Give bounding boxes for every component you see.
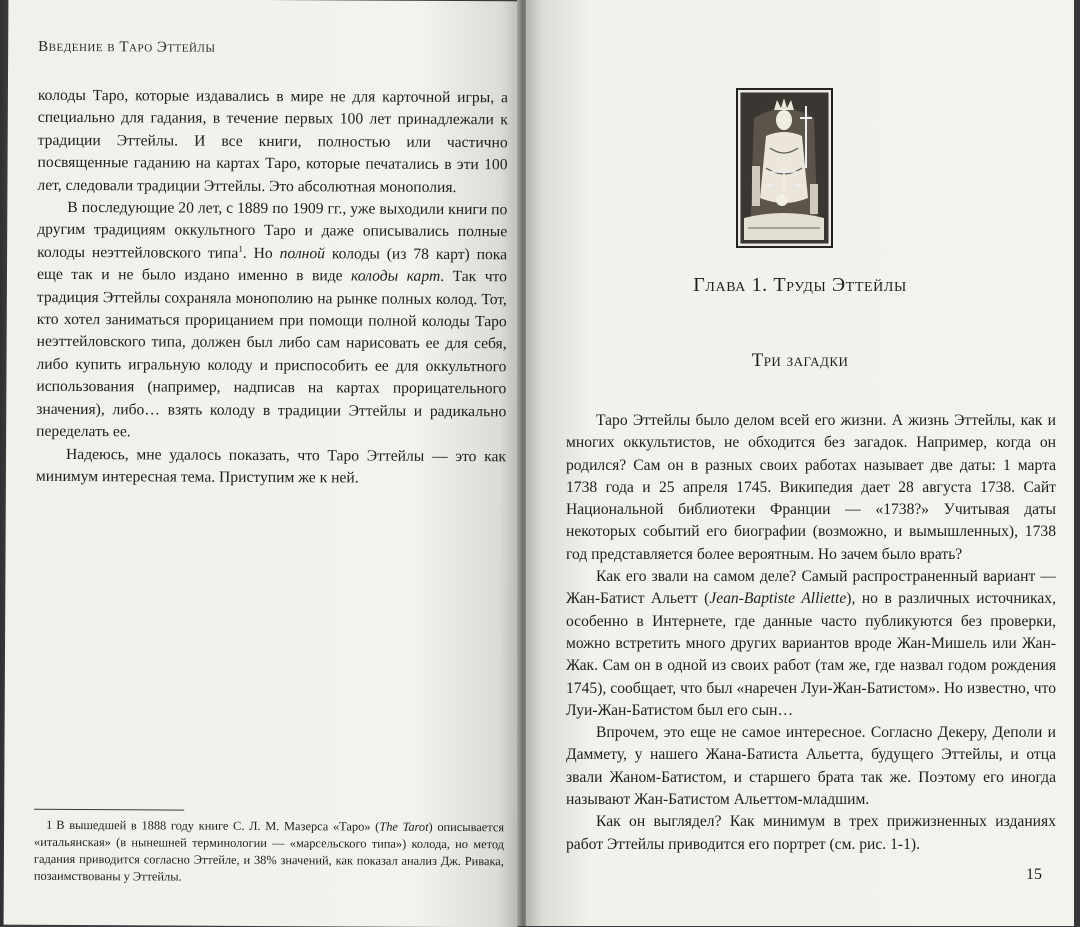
- paragraph: [566, 566, 1056, 722]
- section-title: Три загадки: [751, 350, 849, 371]
- text-run: В последующие 20 лет, с 1889 по 1909 гг., уже выходили книги по другим традициям оккультного Таро и даже описывались полные колоды неэттейловского типа: [37, 199, 508, 262]
- text-run: Как он выглядел? Как минимум в трех прижизненных изданиях работ Эттейлы приводится его портрет (см. рис. 1-1).: [566, 813, 1056, 853]
- running-head: Введение в Таро Эттейлы: [38, 38, 216, 56]
- footnote-marker: 1: [238, 243, 243, 254]
- text-run: колоды (из 78 карт) пока еще так и не было издано именно в виде: [36, 245, 508, 285]
- right-body-text: [566, 410, 1056, 856]
- footnote-rule: [34, 809, 184, 811]
- paragraph: [36, 443, 506, 490]
- footnote-number: 1: [46, 817, 53, 832]
- justice-card-illustration: [736, 88, 833, 248]
- footnote: [34, 817, 504, 887]
- paragraph: [36, 197, 507, 446]
- text-run: Как его звали на самом деле? Самый распространенный вариант — Жан-Батист Альетт (: [566, 568, 1056, 608]
- text-run: ) описывается «итальянская» (в нынешней терминологии — «марсельского типа») колода, но метод гадания приводится согласно Эттейле, и 38% значений, как показал анализ Дж. Ривака, позаимствованы у Эттейлы.: [33, 819, 505, 884]
- text-run: . Так что традиция Эттейлы сохраняла монополию на рынке полных колод. Тот, кто хотел заниматься прорицанием при помощи полной колоды Таро неэттейловского типа, должен был либо сам нарисовать ее для себя, либо купить игральную колоду и приспособить ее для оккультного использования (например, надписав на картах прорицательного значения), либо… взять колоду в традиции Эттейлы и радикально переделать ее.: [36, 268, 508, 441]
- page-number: 15: [1026, 866, 1042, 883]
- text-run: В вышедшей в 1888 году книге С. Л. М. Мазерса «Таро» (: [56, 817, 380, 834]
- paragraph: [566, 722, 1056, 811]
- paragraph: [37, 85, 508, 199]
- emphasized-text: The Tarot: [379, 819, 429, 834]
- right-page: [526, 0, 1074, 926]
- emphasized-text: Jean-Baptiste Alliette: [709, 590, 847, 608]
- emphasized-text: полной: [279, 244, 326, 263]
- paragraph: [566, 811, 1056, 856]
- left-page: [4, 0, 523, 927]
- emphasized-text: колоды карт: [351, 267, 441, 286]
- text-run: ), но в различных источниках, особенно в Интернете, где данные часто публикуются без проверки, можно встретить много других вариантов вроде Жан-Мишель или Жан-Жак. Сам он в одной из своих работ (там же, где назвал годом рождения 1745), сообщает, что был «наречен Луи-Жан-Батистом». Но известно, что Луи-Жан-Батистом был его сын…: [566, 590, 1056, 719]
- justice-card-icon: [736, 88, 833, 248]
- text-run: Впрочем, это еще не самое интересное. Согласно Декеру, Деполи и Даммету, у нашего Жана-Батиста Альетта, будущего Эттейлы, и отца звали Жаном-Батистом, и старшего брата так же. Поэтому его иногда называют Жан-Батистом Альеттом-младшим.: [566, 724, 1056, 809]
- text-run: Надеюсь, мне удалось показать, что Таро Эттейлы — это как минимум интересная тема. Приступим же к ней.: [35, 445, 507, 487]
- text-run: . Но: [242, 244, 280, 262]
- paragraph: [566, 410, 1056, 566]
- text-run: колоды Таро, которые издавались в мире не для карточной игры, а специально для гадания, в течение первых 100 лет принадлежали к традиции Эттейлы. И все книги, полностью или частично посвященные гаданию на картах Таро, которые печатались в эти 100 лет, следовали традиции Эттейлы. Это абсолютная монополия.: [37, 86, 508, 196]
- left-body-text: [36, 85, 508, 491]
- footnote-text: [34, 818, 504, 884]
- chapter-title: Глава 1. Труды Эттейлы: [693, 274, 907, 296]
- text-run: Таро Эттейлы было делом всей его жизни. А жизнь Эттейлы, как и многих оккультистов, не обходится без загадок. Например, когда он родился? Сам он в разных своих работах называет две даты: 1 марта 1738 года и 25 апреля 1745. Википедия дает 28 августа 1738. Сайт Национальной библиотеки Франции — «1738?» Учитывая даты некоторых событий его биографии (возможно, и вымышленных), 1738 год представляется более вероятным. Но зачем было врать?: [566, 412, 1056, 563]
